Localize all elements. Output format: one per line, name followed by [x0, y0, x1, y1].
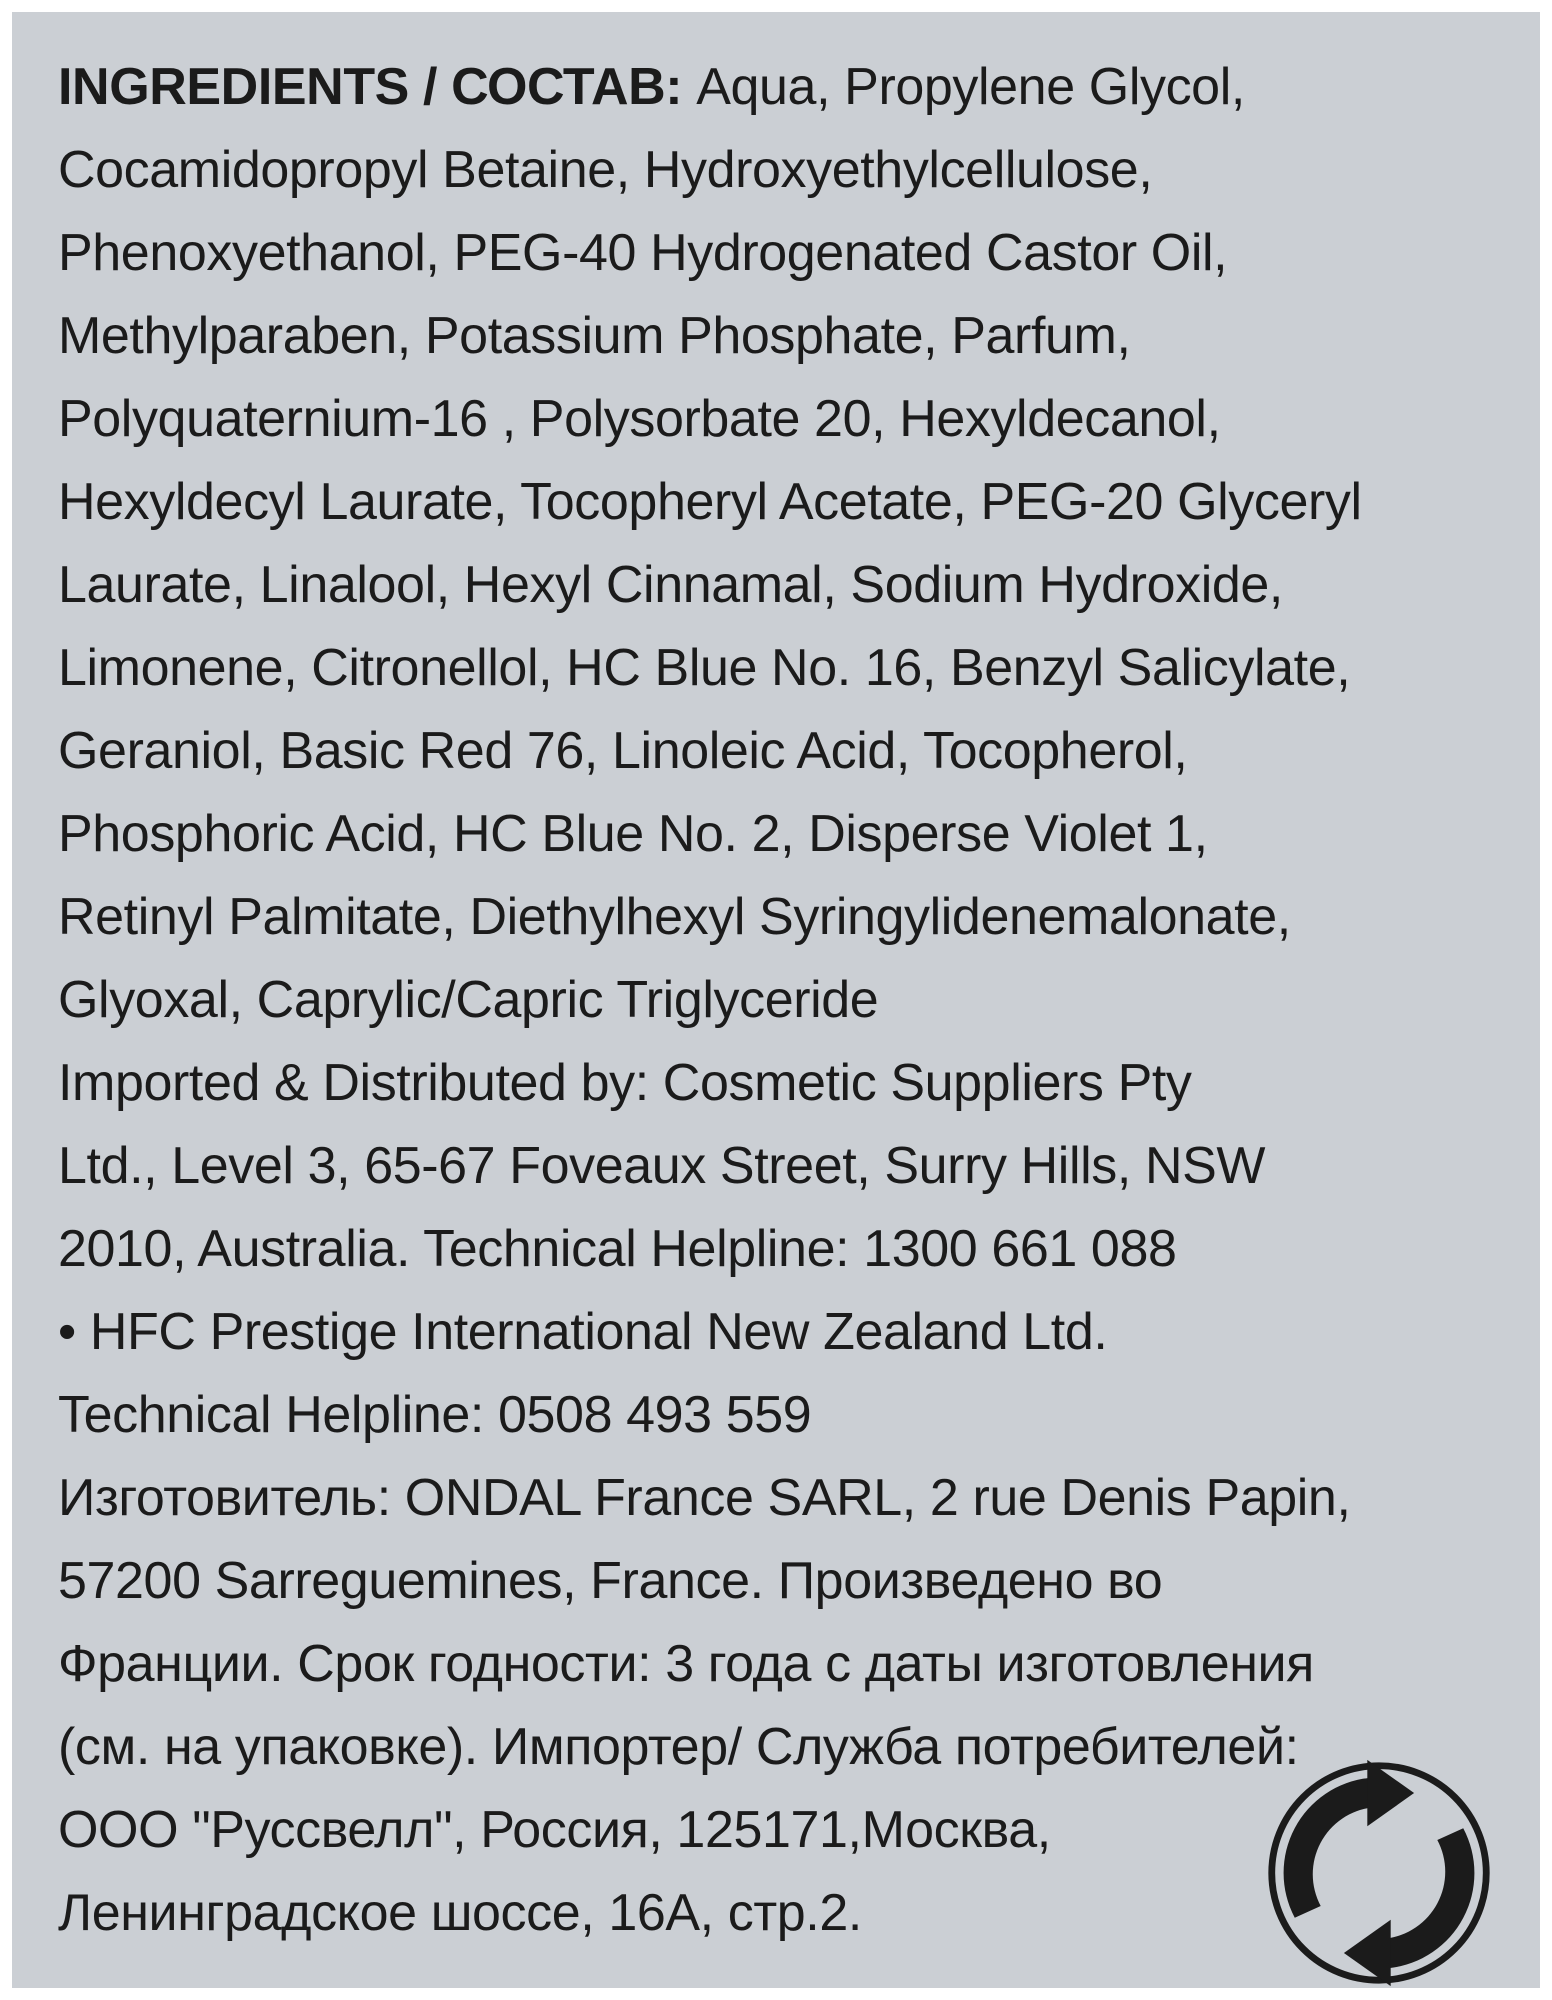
- text-line: Limonene, Citronellol, HC Blue No. 16, Benzyl Salicylate,: [58, 639, 1351, 697]
- text-line: Methylparaben, Potassium Phosphate, Parfum,: [58, 307, 1131, 365]
- ingredients-text-block: [58, 46, 1518, 1955]
- text-line: Phosphoric Acid, HC Blue No. 2, Disperse Violet 1,: [58, 805, 1208, 863]
- text-line: Cocamidopropyl Betaine, Hydroxyethylcellulose,: [58, 141, 1153, 199]
- ingredients-heading: INGREDIENTS / СОСТАВ:: [58, 58, 683, 116]
- ingredients-first-line: [58, 46, 1518, 129]
- ingredients-first-line-text: Aqua, Propylene Glycol,: [682, 58, 1245, 116]
- text-line: (см. на упаковке). Импортер/ Служба потребителей:: [58, 1718, 1299, 1776]
- recycle-icon: [1262, 1756, 1496, 1990]
- text-line: Laurate, Linalool, Hexyl Cinnamal, Sodium Hydroxide,: [58, 556, 1283, 614]
- text-line: Imported & Distributed by: Cosmetic Suppliers Pty: [58, 1054, 1192, 1112]
- text-line: Polyquaternium-16 , Polysorbate 20, Hexyldecanol,: [58, 390, 1221, 448]
- text-line: • HFC Prestige International New Zealand Ltd.: [58, 1303, 1108, 1361]
- text-line: Geraniol, Basic Red 76, Linoleic Acid, Tocopherol,: [58, 722, 1188, 780]
- text-line: Ленинградское шоссе, 16А, стр.2.: [58, 1884, 862, 1942]
- text-line: Phenoxyethanol, PEG-40 Hydrogenated Castor Oil,: [58, 224, 1228, 282]
- text-line: Technical Helpline: 0508 493 559: [58, 1386, 812, 1444]
- text-line: ООО "Руссвелл", Россия, 125171,Москва,: [58, 1801, 1051, 1859]
- text-line: 2010, Australia. Technical Helpline: 1300 661 088: [58, 1220, 1177, 1278]
- text-line: Hexyldecyl Laurate, Tocopheryl Acetate, PEG-20 Glyceryl: [58, 473, 1362, 531]
- text-line: Retinyl Palmitate, Diethylhexyl Syringylidenemalonate,: [58, 888, 1291, 946]
- text-line: 57200 Sarreguemines, France. Произведено во: [58, 1552, 1163, 1610]
- text-line: Ltd., Level 3, 65-67 Foveaux Street, Surry Hills, NSW: [58, 1137, 1266, 1195]
- text-line: Франции. Срок годности: 3 года с даты изготовления: [58, 1635, 1314, 1693]
- ingredients-label-panel: [12, 12, 1540, 1988]
- text-line: Glyoxal, Caprylic/Capric Triglyceride: [58, 971, 879, 1029]
- text-line: Изготовитель: ONDAL France SARL, 2 rue Denis Papin,: [58, 1469, 1351, 1527]
